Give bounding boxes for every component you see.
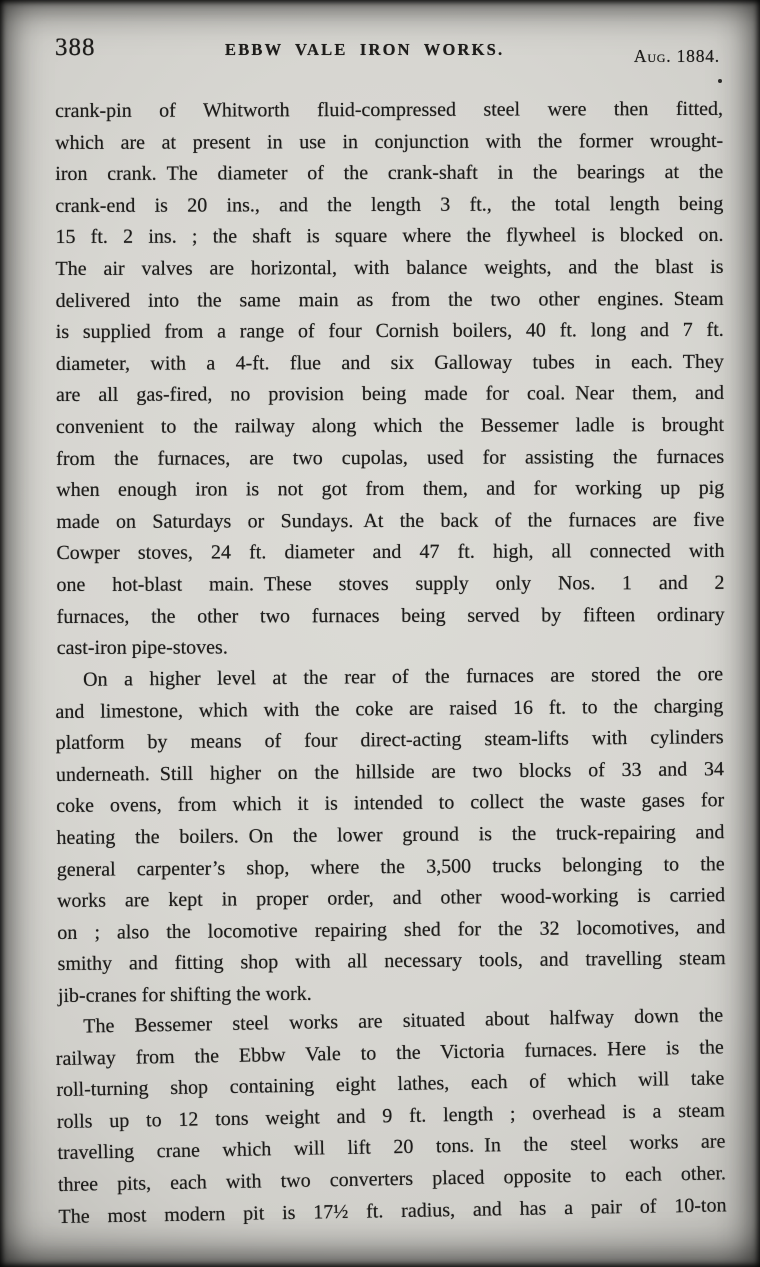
text-line: three pits, each with two converters placed opposite to each other. — [57, 1162, 727, 1197]
text-line: heating the boilers. On the lower ground is the truck-repairing and — [56, 820, 725, 849]
text-line: coke ovens, from which it is intended to collect the waste gases for — [56, 789, 725, 818]
text-line: underneath. Still higher on the hillside are two blocks of 33 and 34 — [55, 757, 725, 786]
text-line: travelling crane which will lift 20 tons. In the steel works are — [57, 1130, 726, 1165]
text-line: general carpenter’s shop, where the 3,500 trucks belonging to the — [56, 852, 725, 881]
text-line: The most modern pit is 17½ ft. radius, and has a pair of 10-ton — [58, 1194, 727, 1228]
text-line: iron crank. The diameter of the crank-shaft in the bearings at the — [55, 161, 724, 186]
text-line: on ; also the locomotive repairing shed for the 32 locomotives, and — [57, 915, 726, 944]
running-title: EBBW VALE IRON WORKS. — [225, 40, 505, 59]
text-line: cast-iron pipe-stoves. — [56, 636, 228, 660]
page-header — [55, 34, 720, 66]
text-line: platform by means of four direct-acting steam-lifts with cylinders — [55, 726, 724, 754]
text-line: delivered into the same main as from the two other engines. Steam — [55, 287, 724, 312]
text-line: are all gas-fired, no provision being made for coal. Near them, and — [55, 382, 724, 407]
text-line: railway from the Ebbw Vale to the Victoria furnaces. Here is the — [55, 1036, 724, 1070]
text-line: The air valves are horizontal, with balance weights, and the blast is — [55, 255, 724, 280]
page-body — [55, 96, 727, 1233]
text-line: jib-cranes for shifting the work. — [57, 982, 312, 1007]
text-line: convenient to the railway along which the Bessemer ladle is brought — [56, 413, 725, 438]
ink-speck — [718, 79, 722, 83]
text-line: one hot-blast main. These stoves supply only Nos. 1 and 2 — [56, 571, 725, 596]
text-line: diameter, with a 4-ft. flue and six Galloway tubes in each. They — [55, 350, 724, 375]
text-line: roll-turning shop containing eight lathes, each of which will take — [56, 1067, 725, 1102]
text-line: crank-end is 20 ins., and the length 3 ft., the total length being — [55, 192, 724, 217]
page-number: 388 — [55, 34, 96, 61]
paragraph-3 — [55, 1001, 727, 1234]
text-line: which are at present in use in conjunction with the former wrought- — [55, 129, 724, 154]
text-line: when enough iron is not got from them, and for working up pig — [56, 477, 725, 502]
text-line: smithy and fitting shop with all necessary tools, and travelling steam — [57, 947, 726, 976]
paragraph-1 — [55, 94, 725, 665]
text-line: from the furnaces, are two cupolas, used for assisting the furnaces — [56, 445, 725, 470]
text-line: Cowper stoves, 24 ft. diameter and 47 ft. high, all connected with — [56, 540, 725, 565]
text-line: rolls up to 12 tons weight and 9 ft. length ; overhead is a steam — [56, 1099, 726, 1133]
text-line: made on Saturdays or Sundays. At the back of the furnaces are five — [56, 508, 725, 533]
text-line: furnaces, the other two furnaces being served by fifteen ordinary — [56, 603, 725, 628]
text-line: is supplied from a range of four Cornish boilers, 40 ft. long and 7 ft. — [55, 319, 724, 344]
paragraph-2 — [55, 659, 726, 1012]
text-line: crank-pin of Whitworth fluid-compressed steel were then fitted, — [55, 97, 724, 122]
issue-date: Aug. 1884. — [633, 46, 720, 66]
text-line: and limestone, which with the coke are raised 16 ft. to the charging — [55, 694, 724, 723]
text-line: The Bessemer steel works are situated about halfway down the — [83, 1004, 724, 1038]
text-line: 15 ft. 2 ins. ; the shaft is square where the flywheel is blocked on. — [55, 224, 724, 249]
text-line: works are kept in proper order, and other wood-working is carried — [56, 884, 726, 912]
text-line: On a higher level at the rear of the furnaces are stored the ore — [83, 662, 724, 691]
